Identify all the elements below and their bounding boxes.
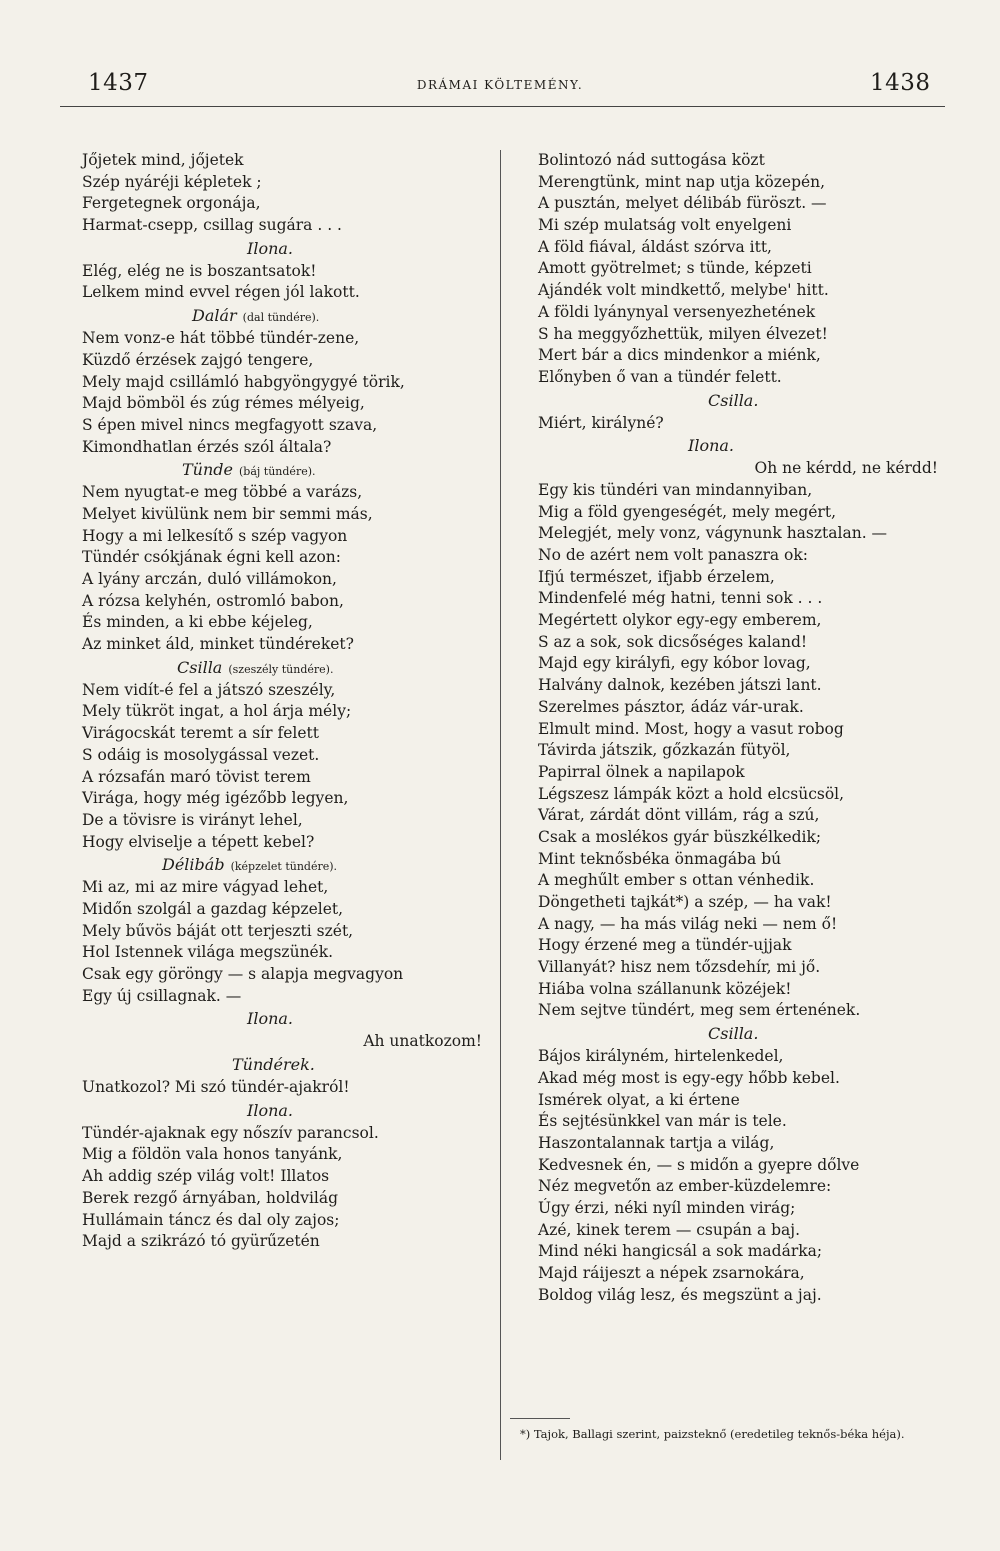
verse-line: Majd ráijeszt a népek zsarnokára,	[538, 1264, 805, 1282]
verse-line: Mi szép mulatság volt enyelgeni	[538, 216, 792, 235]
verse-line: Nem sejtve tündért, meg sem értenének.	[538, 1001, 861, 1020]
speaker-name: Ilona.	[247, 1100, 293, 1120]
speaker-name: Délibáb	[162, 855, 225, 875]
verse-line: Nem vidít-é fel a játszó szeszély,	[82, 680, 336, 699]
footnote: *) Tajok, Ballagi szerint, paizsteknő (eredetileg teknős-béka héja).	[520, 1427, 905, 1441]
verse-line: Mind néki hangicsál a sok madárka;	[538, 1242, 823, 1261]
verse-line: De a tövisre is virányt lehel,	[82, 810, 303, 829]
verse-line: A nagy, — ha más világ neki — nem ő!	[538, 914, 838, 933]
page-number-right: 1438	[870, 70, 931, 96]
verse-line: Midőn szolgál a gazdag képzelet,	[82, 899, 344, 918]
verse-line: No de azért nem volt panaszra ok:	[538, 546, 809, 564]
verse-line: Virága, hogy még igézőbb legyen,	[82, 789, 349, 808]
speaker-heading	[82, 304, 482, 328]
verse-line: És minden, a ki ebbe kéjeleg,	[82, 613, 313, 632]
verse-line: A meghűlt ember s ottan vénhedik.	[538, 871, 815, 890]
verse-line: És sejtésünkkel van már is tele.	[538, 1112, 787, 1131]
verse-line: Nem vonz-e hát többé tündér-zene,	[82, 329, 360, 348]
verse-line: A rózsa kelyhén, ostromló babon,	[82, 591, 344, 610]
verse-line: Mely tükröt ingat, a hol árja mély;	[82, 702, 352, 721]
speaker-name: Tünde	[182, 460, 233, 480]
verse-line: Elég, elég ne is boszantsatok!	[82, 261, 317, 280]
verse-line: Szerelmes pásztor, ádáz vár-urak.	[538, 697, 804, 716]
speaker-heading	[82, 1099, 482, 1123]
verse-line: Kedvesnek én, — s midőn a gyepre dőlve	[538, 1155, 860, 1174]
verse-line: Mely majd csillámló habgyöngygyé törik,	[82, 372, 405, 391]
verse-line: S ha meggyőzhettük, milyen élvezet!	[538, 324, 828, 343]
speaker-note: (képzelet tündére).	[230, 860, 338, 874]
page-number-left: 1437	[88, 70, 149, 96]
verse-line: Melyet kivülünk nem bir semmi más,	[82, 504, 373, 523]
verse-line: A földi lyánynyal versenyezhetének	[538, 302, 816, 321]
verse-line: Hogy érzené meg a tündér-ujjak	[538, 936, 792, 955]
footnote-rule	[510, 1418, 570, 1419]
verse-line: Egy új csillagnak. —	[82, 986, 242, 1005]
verse-line: Mig a föld gyengeségét, mely megért,	[538, 502, 836, 521]
verse-line: Csak egy göröngy — s alapja megvagyon	[82, 965, 404, 983]
verse-line: Lelkem mind evvel régen jól lakott.	[82, 283, 360, 302]
verse-line: Mert bár a dics mindenkor a miénk,	[538, 346, 821, 365]
verse-line: Légszesz lámpák közt a hold elcsücsöl,	[538, 784, 845, 803]
verse-line: Hullámain táncz és dal oly zajos;	[82, 1210, 340, 1229]
verse-line: Úgy érzi, néki nyíl minden virág;	[538, 1198, 796, 1217]
verse-line: A rózsafán maró tövist terem	[82, 767, 311, 786]
verse-line: Ah addig szép világ volt! Illatos	[82, 1167, 330, 1186]
column-divider	[500, 150, 501, 1460]
speaker-heading	[82, 1007, 482, 1031]
verse-line: Majd bömböl és zúg rémes mélyeig,	[82, 394, 365, 413]
speaker-name: Ilona.	[688, 436, 734, 456]
verse-line: Szép nyáréji képletek ;	[82, 172, 262, 191]
verse-line: Halvány dalnok, kezében játszi lant.	[538, 676, 822, 695]
speaker-name: Tündérek.	[232, 1055, 315, 1075]
verse-line: Ajándék volt mindkettő, melybe' hitt.	[538, 281, 829, 300]
verse-line: Amott gyötrelmet; s tünde, képzeti	[538, 259, 812, 278]
verse-line: Bájos királyném, hirtelenkedel,	[538, 1047, 784, 1066]
verse-line: Nem nyugtat-e meg többé a varázs,	[82, 483, 363, 502]
speaker-heading	[82, 237, 482, 261]
speaker-heading	[538, 1022, 938, 1046]
speaker-name: Ilona.	[247, 1009, 293, 1029]
speaker-heading	[538, 434, 938, 458]
speaker-heading	[82, 1053, 482, 1077]
verse-line: Mi az, mi az mire vágyad lehet,	[82, 878, 329, 897]
verse-line: Miért, királyné?	[538, 413, 664, 432]
verse-line: Bolintozó nád suttogása közt	[538, 151, 765, 169]
verse-line: Mely bűvös báját ott terjeszti szét,	[82, 921, 354, 940]
running-title: DRÁMAI KÖLTEMÉNY.	[416, 78, 584, 92]
verse-line: Haszontalannak tartja a világ,	[538, 1133, 775, 1152]
right-column	[538, 150, 938, 1306]
verse-line: Unatkozol? Mi szó tündér-ajakról!	[82, 1078, 350, 1097]
verse-line: Mig a földön vala honos tanyánk,	[82, 1145, 343, 1164]
verse-line: Akad még most is egy-egy hőbb kebel.	[538, 1068, 840, 1087]
speaker-heading	[82, 656, 482, 680]
verse-line: Kimondhatlan érzés szól általa?	[82, 437, 332, 456]
verse-line: Küzdő érzések zajgó tengere,	[82, 350, 314, 369]
verse-line: Ah unatkozom!	[363, 1032, 482, 1051]
verse-line: Berek rezgő árnyában, holdvilág	[82, 1188, 339, 1207]
header-rule	[60, 106, 945, 107]
verse-line: S az a sok, sok dicsőséges kaland!	[538, 632, 808, 651]
speaker-name: Csilla.	[708, 1024, 759, 1044]
verse-line: Harmat-csepp, csillag sugára . . .	[82, 216, 342, 235]
verse-line: Várat, zárdát dönt villám, rág a szú,	[538, 806, 820, 825]
speaker-name: Dalár	[192, 306, 237, 326]
verse-line: Jőjetek mind, jőjetek	[82, 151, 244, 169]
verse-line: Távirda játszik, gőzkazán fütyöl,	[538, 741, 791, 760]
verse-line: Csak a moslékos gyár büszkélkedik;	[538, 827, 822, 846]
verse-line: Boldog világ lesz, és megszünt a jaj.	[538, 1285, 822, 1304]
verse-line: Elmult mind. Most, hogy a vasut robog	[538, 719, 844, 738]
speaker-heading	[538, 389, 938, 413]
verse-line: Egy kis tündéri van mindannyiban,	[538, 480, 813, 499]
verse-line: Ismérek olyat, a ki értene	[538, 1090, 740, 1109]
speaker-name: Ilona.	[247, 238, 293, 258]
verse-line: Fergetegnek orgonája,	[82, 194, 261, 213]
speaker-note: (báj tündére).	[239, 465, 316, 479]
speaker-heading	[82, 853, 482, 877]
verse-line: Majd egy királyfi, egy kóbor lovag,	[538, 654, 811, 673]
verse-line: Villanyát? hisz nem tőzsdehír, mi jő.	[538, 958, 821, 977]
verse-line: Papirral ölnek a napilapok	[538, 762, 745, 781]
verse-line: A lyány arczán, duló villámokon,	[82, 570, 337, 588]
verse-line: Oh ne kérdd, ne kérdd!	[754, 459, 938, 478]
speaker-heading	[82, 458, 482, 482]
verse-line: Döngetheti tajkát*) a szép, — ha vak!	[538, 893, 832, 911]
verse-line: Tündér-ajaknak egy nőszív parancsol.	[82, 1123, 379, 1142]
verse-line: S odáig is mosolygással vezet.	[82, 745, 320, 764]
verse-line: A föld fiával, áldást szórva itt,	[538, 237, 772, 256]
verse-line: Néz megvetőn az ember-küzdelemre:	[538, 1177, 832, 1196]
speaker-note: (szeszély tündére).	[228, 662, 334, 676]
page-header	[0, 70, 1000, 110]
left-column	[82, 150, 482, 1253]
verse-line: Mint teknősbéka önmagába bú	[538, 849, 782, 868]
verse-line: Melegjét, mely vonz, vágynunk hasztalan. —	[538, 524, 888, 543]
speaker-name: Csilla.	[708, 390, 759, 410]
verse-line: Hiába volna szállanunk közéjek!	[538, 979, 792, 998]
verse-line: Előnyben ő van a tündér felett.	[538, 367, 782, 386]
verse-line: Hogy elviselje a tépett kebel?	[82, 832, 315, 851]
verse-line: Tündér csókjának égni kell azon:	[82, 548, 341, 567]
verse-line: Hogy a mi lelkesítő s szép vagyon	[82, 526, 348, 545]
speaker-note: (dal tündére).	[242, 311, 320, 325]
verse-line: Merengtünk, mint nap utja közepén,	[538, 172, 826, 191]
speaker-name: Csilla	[177, 657, 223, 677]
verse-line: S épen mivel nincs megfagyott szava,	[82, 415, 378, 434]
verse-line: Majd a szikrázó tó gyürűzetén	[82, 1232, 320, 1251]
verse-line: A pusztán, melyet délibáb füröszt. —	[538, 194, 827, 213]
verse-line: Ifjú természet, ifjabb érzelem,	[538, 567, 775, 586]
verse-line: Virágocskát teremt a sír felett	[82, 724, 319, 743]
verse-line: Mindenfelé még hatni, tenni sok . . .	[538, 589, 823, 608]
verse-line: Azé, kinek terem — csupán a baj.	[538, 1220, 801, 1239]
verse-line: Hol Istennek világa megszünék.	[82, 943, 334, 962]
verse-line: Megértett olykor egy-egy emberem,	[538, 611, 822, 630]
verse-line: Az minket áld, minket tündéreket?	[82, 635, 354, 654]
